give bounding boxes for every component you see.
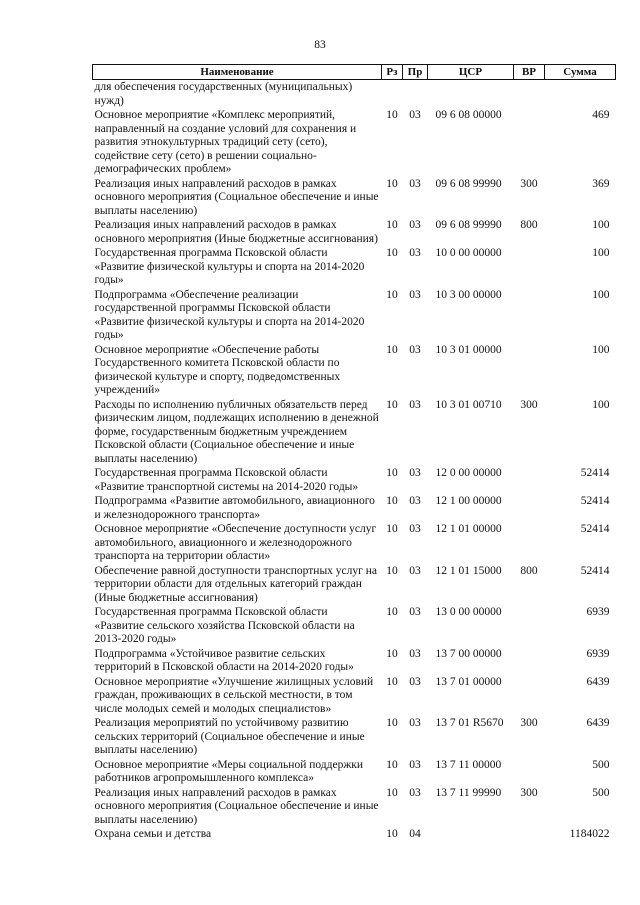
table-row (93, 606, 616, 648)
cell-csr: 12 1 01 00000 (435, 523, 502, 535)
header-csr: ЦСР (428, 65, 514, 80)
table-row (93, 495, 616, 523)
cell-pr: 03 (409, 758, 421, 771)
cell-csr: 13 7 01 R5670 (435, 717, 504, 729)
budget-table (92, 64, 616, 843)
cell-rz: 10 (386, 606, 398, 618)
page-number: 83 (314, 39, 326, 51)
cell-rz: 10 (386, 177, 398, 190)
cell-vr (514, 828, 545, 843)
cell-rz: 10 (386, 758, 398, 771)
cell-csr (428, 828, 514, 843)
cell-vr: 300 (520, 786, 538, 799)
cell-vr (514, 344, 545, 399)
cell-vr (514, 289, 545, 344)
cell-vr (514, 606, 545, 648)
header-name: Наименование (93, 65, 382, 80)
table-header (93, 65, 616, 80)
cell-pr: 03 (409, 288, 421, 301)
cell-name: Основное мероприятие «Комплекс мероприятий, направленный на создание условий для сохранения и развития этнокультурных традиций сету (сето), содействие сету (сето) в решении социально-демографических проблем» (94, 109, 357, 175)
cell-name: Основное мероприятие «Меры социальной поддержки работников агропромышленного комплекса» (94, 758, 364, 784)
cell-sum: 52414 (580, 467, 610, 479)
cell-csr: 09 6 08 00000 (435, 109, 502, 121)
cell-sum: 6939 (586, 647, 610, 660)
cell-sum: 6439 (586, 717, 610, 729)
cell-sum: 52414 (580, 495, 610, 507)
cell-pr: 03 (409, 398, 421, 411)
cell-csr: 09 6 08 99990 (435, 177, 502, 190)
cell-name: Обеспечение равной доступности транспортных услуг на территории области для отдельных категорий граждан (Иные бюджетные ассигнования) (94, 564, 377, 604)
cell-rz: 10 (386, 467, 398, 479)
table-row (93, 178, 616, 220)
cell-sum: 52414 (580, 564, 610, 577)
cell-name: Реализация иных направлений расходов в рамках основного мероприятия (Иные бюджетные ассигнования) (94, 219, 378, 245)
table-row (93, 565, 616, 607)
cell-name: для обеспечения государственных (муниципальных) нужд) (94, 81, 353, 107)
table-row (93, 828, 616, 843)
cell-csr: 10 0 00 00000 (435, 247, 502, 259)
cell-pr: 03 (409, 717, 421, 729)
cell-sum: 500 (592, 786, 610, 799)
cell-name: Реализация иных направлений расходов в рамках основного мероприятия (Социальное обеспечение и иные выплаты населению) (94, 786, 379, 826)
cell-vr (514, 648, 545, 676)
cell-pr: 03 (409, 675, 421, 688)
cell-sum: 6939 (586, 606, 610, 618)
header-rz: Рз (382, 65, 403, 80)
cell-sum: 100 (592, 398, 610, 411)
cell-name: Основное мероприятие «Обеспечение работы Государственного комитета Псковской области по физической культуре и спорту, подведомственных учреждений» (94, 343, 341, 396)
cell-sum: 1184022 (569, 828, 610, 840)
cell-name: Реализация иных направлений расходов в рамках основного мероприятия (Социальное обеспечение и иные выплаты населению) (94, 177, 379, 217)
cell-rz: 10 (386, 495, 398, 507)
cell-name: Расходы по исполнению публичных обязательств перед физическим лицом, подлежащих исполнению в денежной форме, государственным бюджетным учреждением Псковской области (Социальное обеспечение и иные выплаты населению) (94, 398, 379, 465)
cell-vr (514, 523, 545, 565)
cell-rz: 10 (386, 109, 398, 121)
cell-rz: 10 (386, 717, 398, 729)
cell-csr: 12 0 00 00000 (435, 467, 502, 479)
cell-pr: 03 (409, 647, 421, 660)
cell-rz: 10 (386, 647, 398, 660)
table-row (93, 676, 616, 718)
cell-rz: 10 (386, 828, 398, 840)
cell-rz: 10 (386, 564, 398, 577)
cell-csr: 09 6 08 99990 (435, 219, 502, 231)
cell-name: Государственная программа Псковской области «Развитие физической культуры и спорта на 2014-2020 годы» (94, 247, 365, 286)
cell-rz: 10 (386, 219, 398, 231)
cell-vr (514, 495, 545, 523)
cell-sum: 100 (592, 247, 610, 259)
cell-vr: 300 (520, 398, 538, 411)
cell-pr: 03 (409, 109, 421, 121)
cell-name: Охрана семьи и детства (94, 828, 212, 840)
header-vr: ВР (514, 65, 545, 80)
cell-sum: 500 (592, 758, 610, 771)
cell-pr: 03 (409, 564, 421, 577)
cell-pr: 03 (409, 177, 421, 190)
cell-pr: 03 (409, 467, 421, 479)
cell-name: Основное мероприятие «Обеспечение доступности услуг автомобильного, авиационного и железнодорожного транспорта на территории области» (94, 523, 377, 562)
cell-csr: 10 3 01 00710 (435, 398, 502, 411)
cell-rz: 10 (386, 523, 398, 535)
cell-vr (514, 467, 545, 495)
table-body (93, 80, 616, 843)
cell-pr: 03 (409, 523, 421, 535)
header-sum: Сумма (545, 65, 616, 80)
cell-csr: 12 1 01 15000 (435, 564, 502, 577)
cell-pr: 03 (409, 606, 421, 618)
cell-name: Основное мероприятие «Улучшение жилищных условий граждан, проживающих в сельской местности, в том числе молодых семей и молодых специалистов» (94, 675, 374, 715)
cell-rz: 10 (386, 247, 398, 259)
table-row (93, 247, 616, 289)
cell-pr: 03 (409, 247, 421, 259)
cell-csr: 10 3 01 00000 (435, 343, 502, 356)
cell-sum: 469 (592, 109, 610, 121)
cell-csr: 10 3 00 00000 (435, 288, 502, 301)
cell-pr (403, 80, 428, 110)
cell-sum: 52414 (580, 523, 610, 535)
cell-sum (545, 80, 616, 110)
header-row (93, 65, 616, 80)
table-row (93, 759, 616, 787)
table-row (93, 80, 616, 110)
cell-pr: 03 (409, 786, 421, 799)
cell-pr: 03 (409, 219, 421, 231)
cell-vr (514, 109, 545, 178)
cell-name: Подпрограмма «Обеспечение реализации государственной программы Псковской области «Развитие физической культуры и спорта на 2014-2020 годы» (94, 288, 365, 341)
cell-vr (514, 759, 545, 787)
cell-sum: 369 (592, 177, 610, 190)
table-row (93, 648, 616, 676)
header-pr: Пр (403, 65, 428, 80)
table-row (93, 467, 616, 495)
cell-rz: 10 (386, 398, 398, 411)
cell-vr (514, 80, 545, 110)
cell-rz: 10 (386, 343, 398, 356)
cell-name: Подпрограмма «Устойчивое развитие сельских территорий в Псковской области на 2014-2020 годы» (94, 647, 354, 673)
cell-csr (428, 80, 514, 110)
cell-sum: 100 (592, 219, 610, 231)
cell-vr (514, 676, 545, 718)
table-row (93, 399, 616, 468)
table-row (93, 289, 616, 344)
cell-csr: 13 7 11 00000 (435, 758, 502, 771)
cell-name: Государственная программа Псковской области «Развитие транспортной системы на 2014-2020 годы» (94, 467, 359, 493)
cell-csr: 13 7 11 99990 (435, 786, 502, 799)
cell-name: Реализация мероприятий по устойчивому развитию сельских территорий (Социальное обеспечение и иные выплаты населению) (94, 717, 365, 756)
table-row (93, 523, 616, 565)
cell-vr: 300 (520, 717, 538, 729)
cell-vr: 300 (520, 177, 538, 190)
cell-rz: 10 (386, 786, 398, 799)
table-row (93, 344, 616, 399)
cell-sum: 6439 (586, 675, 610, 688)
cell-rz: 10 (386, 675, 398, 688)
cell-pr: 03 (409, 495, 421, 507)
cell-vr: 800 (520, 219, 538, 231)
cell-csr: 12 1 00 00000 (435, 495, 502, 507)
table-row (93, 787, 616, 829)
cell-csr: 13 7 01 00000 (435, 675, 502, 688)
cell-pr: 03 (409, 343, 421, 356)
cell-vr: 800 (520, 564, 538, 577)
cell-csr: 13 0 00 00000 (435, 606, 502, 618)
cell-rz (382, 80, 403, 110)
cell-pr: 04 (409, 828, 421, 840)
cell-name: Государственная программа Псковской области «Развитие сельского хозяйства Псковской области на 2013-2020 годы» (94, 606, 355, 645)
cell-sum: 100 (592, 288, 610, 301)
table-row (93, 109, 616, 178)
table-row (93, 717, 616, 759)
table-row (93, 219, 616, 247)
cell-vr (514, 247, 545, 289)
cell-rz: 10 (386, 288, 398, 301)
cell-sum: 100 (592, 343, 610, 356)
cell-csr: 13 7 00 00000 (435, 647, 502, 660)
cell-name: Подпрограмма «Развитие автомобильного, авиационного и железнодорожного транспорта» (94, 495, 375, 521)
